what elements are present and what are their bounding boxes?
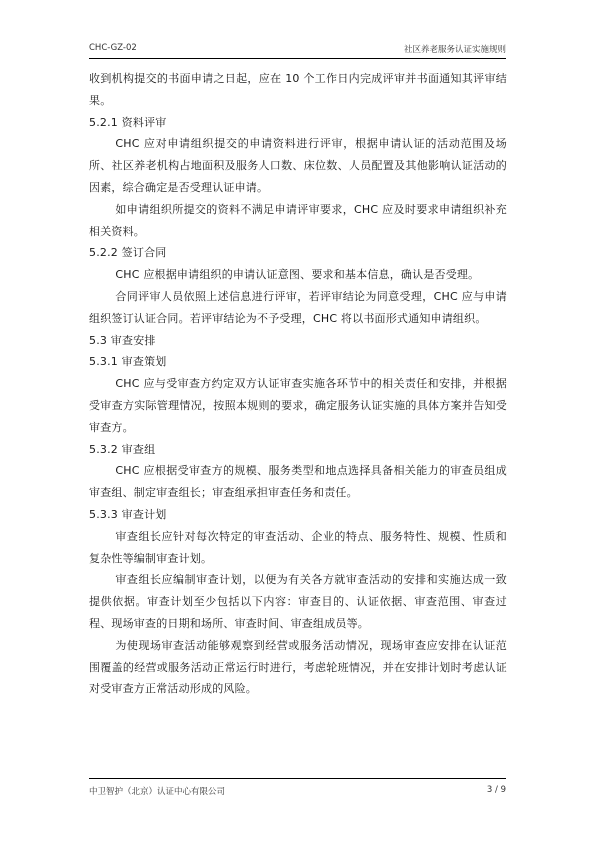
paragraph-contract-intent: CHC 应根据申请组织的申请认证意图、要求和基本信息，确认是否受理。 bbox=[115, 268, 480, 282]
paragraph-audit-team: CHC 应根据受审查方的规模、服务类型和地点选择具备相关能力的审查员组成审查组、制定审查组长；审查组承担审查任务和责任。 bbox=[89, 464, 507, 500]
paragraph-supplement-materials: 如申请组织所提交的资料不满足申请评审要求，CHC 应及时要求申请组织补充相关资料。 bbox=[89, 202, 507, 238]
section-heading-5-3-1: 5.3.1 审查策划 bbox=[89, 355, 167, 369]
paragraph-material-review: CHC 应对申请组织提交的申请资料进行评审，根据申请认证的活动范围及场所、社区养老机构占地面积及服务人口数、床位数、人员配置及其他影响认证活动的因素，综合确定是否受理认证申请。 bbox=[89, 137, 507, 194]
organization-name: 中卫智护（北京）认证中心有限公司 bbox=[89, 787, 226, 797]
document-title: 社区养老服务认证实施规则 bbox=[403, 45, 506, 55]
section-heading-5-3: 5.3 审查安排 bbox=[89, 333, 156, 347]
page-header bbox=[89, 40, 506, 59]
paragraph-audit-plan-prep: 审查组长应针对每次特定的审查活动、企业的特点、服务特性、规模、性质和复杂性等编制审查计划。 bbox=[89, 529, 507, 565]
paragraph-onsite-audit: 为使现场审查活动能够观察到经营或服务活动情况，现场审查应安排在认证范围覆盖的经营或服务活动正常运行时进行，考虑轮班情况，并在安排计划时考虑认证对受审查方正常活动形成的风险。 bbox=[89, 638, 507, 696]
section-heading-5-2-1: 5.2.1 资料评审 bbox=[89, 115, 167, 129]
paragraph-contract-review: 合同评审人员依照上述信息进行评审，若评审结论为同意受理，CHC 应与申请组织签订认证合同。若评审结论为不予受理，CHC 将以书面形式通知申请组织。 bbox=[89, 289, 507, 325]
document-body bbox=[89, 68, 507, 700]
page-number: 3 / 9 bbox=[486, 785, 506, 795]
document-code: CHC-GZ-02 bbox=[89, 43, 137, 53]
section-heading-5-3-3: 5.3.3 审查计划 bbox=[89, 507, 167, 521]
page-footer bbox=[89, 778, 506, 797]
section-heading-5-3-2: 5.3.2 审查组 bbox=[89, 442, 156, 456]
paragraph-audit-plan-content: 审查组长应编制审查计划，以便为有关各方就审查活动的安排和实施达成一致提供依据。审查计划至少包括以下内容：审查目的、认证依据、审查范围、审查过程、现场审查的日期和场所、审查时间、审查组成员等。 bbox=[89, 573, 507, 630]
paragraph-continuation: 收到机构提交的书面申请之日起，应在 10 个工作日内完成评审并书面通知其评审结果。 bbox=[89, 72, 507, 107]
section-heading-5-2-2: 5.2.2 签订合同 bbox=[89, 246, 167, 260]
paragraph-audit-planning: CHC 应与受审查方约定双方认证审查实施各环节中的相关责任和安排，并根据受审查方实际管理情况，按照本规则的要求，确定服务认证实施的具体方案并告知受审查方。 bbox=[89, 377, 507, 434]
